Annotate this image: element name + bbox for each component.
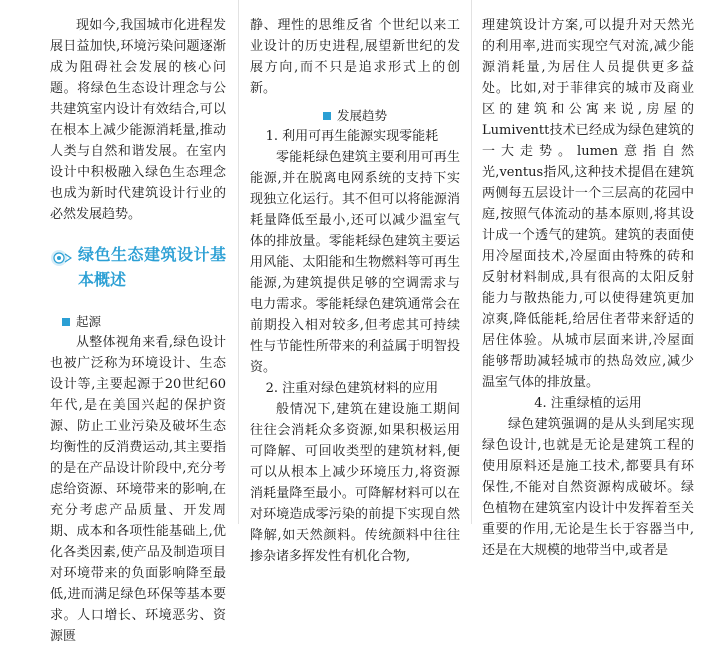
intro-paragraph: 现如今,我国城市化进程发展日益加快,环境污染问题逐渐成为阻碍社会发展的核心问题。将绿色生态设计理念与公共建筑室内设计有效结合,可以在根本上减少能源消耗量,推动人类与自然和谐发展。在室内设计中积极融入绿色生态理念也成为新时代建筑设计行业的必然发展趋势。 <box>50 18 226 222</box>
subsection-title: 起源 <box>76 314 102 329</box>
section-title: 绿色生态建筑设计基本概述 <box>78 245 226 289</box>
subsection-title: 发展趋势 <box>336 108 387 123</box>
item-paragraph-2: 般情况下,建筑在建设施工期间往往会消耗众多资源,如果积极运用可降解、可回收类型的建筑材料,便可以从根本上减少环境压力,将资源消耗量降至最小。可降解材料可以在对环境造成零污染的前提下实现自然降解,如天然颜料。传统颜料中往往掺杂诸多挥发性有机化合物, <box>250 402 460 564</box>
item-paragraph-4: 绿色建筑强调的是从头到尾实现绿色设计,也就是无论是建筑工程的使用原料还是施工技术,都要具有环保性,不能对自然资源构成破坏。绿色植物在建筑室内设计中发挥着至关重要的作用,无论是生长于容器当中,还是在大规模的地带当中,或者是 <box>482 417 694 558</box>
column-right <box>482 0 694 561</box>
item-heading-2: 2. 注重对绿色建筑材料的应用 <box>265 381 439 396</box>
item-heading-4: 4. 注重绿植的运用 <box>534 396 642 411</box>
column-divider <box>238 0 239 524</box>
origin-paragraph: 从整体视角来看,绿色设计也被广泛称为环境设计、生态设计等,主要起源于20世纪60年代,是在美国兴起的保护资源、防止工业污染及破坏生态均衡性的反消费运动,其主要指的是在产品设计阶段中,充分考虑给资源、环境带来的影响,在充分考虑产品质量、开发周期、成本和各项性能基础上,优化各类因素,使产品及制造项目对环境带来的负面影响降至最低,进而满足绿色环保等基本要求。人口增长、环境恶劣、资源匮 <box>50 335 226 644</box>
column-left <box>50 0 226 647</box>
section-bullet-icon <box>50 247 72 269</box>
paragraph-continued: 理建筑设计方案,可以提升对天然光的利用率,进而实现空气对流,减少能源消耗量,为居住人员提供更多益处。比如,对于菲律宾的城市及商业区的建筑和公寓来说,房屋的Lumiventt技术已经成为绿色建筑的一大走势。lumen意指自然光,ventus指风,这种技术提倡在建筑两侧每五层设计一个三层高的花园中庭,按照气体流动的基本原则,将其设计成一个透气的建筑。建筑的表面使用冷屋面技术,冷屋面由特殊的砖和反射材料制成,具有很高的太阳反射能力与散热能力,可以使得建筑更加凉爽,降低能耗,给居住者带来舒适的居住体验。从城市层面来讲,冷屋面能够帮助减轻城市的热岛效应,减少温室气体的排放量。 <box>482 18 694 390</box>
square-bullet-icon <box>62 318 70 326</box>
item-heading-1: 1. 利用可再生能源实现零能耗 <box>265 129 439 144</box>
subsection-heading-origin <box>50 311 226 332</box>
column-middle <box>250 0 460 567</box>
column-divider <box>471 0 472 524</box>
paragraph-continued: 静、理性的思维反省 个世纪以来工业设计的历史进程,展望新世纪的发展方向,而不只是追求形式上的创新。 <box>250 18 460 96</box>
section-heading <box>50 242 226 292</box>
subsection-heading-trend <box>250 105 460 126</box>
item-paragraph-1: 零能耗绿色建筑主要利用可再生能源,并在脱离电网系统的支持下实现独立化运行。其不但可以将能源消耗量降低至最小,还可以减少温室气体的排放量。零能耗绿色建筑主要运用风能、太阳能和生物燃料等可再生能源,为建筑提供足够的空调需求与电力需求。零能耗绿色建筑通常会在前期投入相对较多,但考虑其可持续性与节能性所带来的利益属于明智投资。 <box>250 150 460 375</box>
square-bullet-icon <box>323 112 331 120</box>
